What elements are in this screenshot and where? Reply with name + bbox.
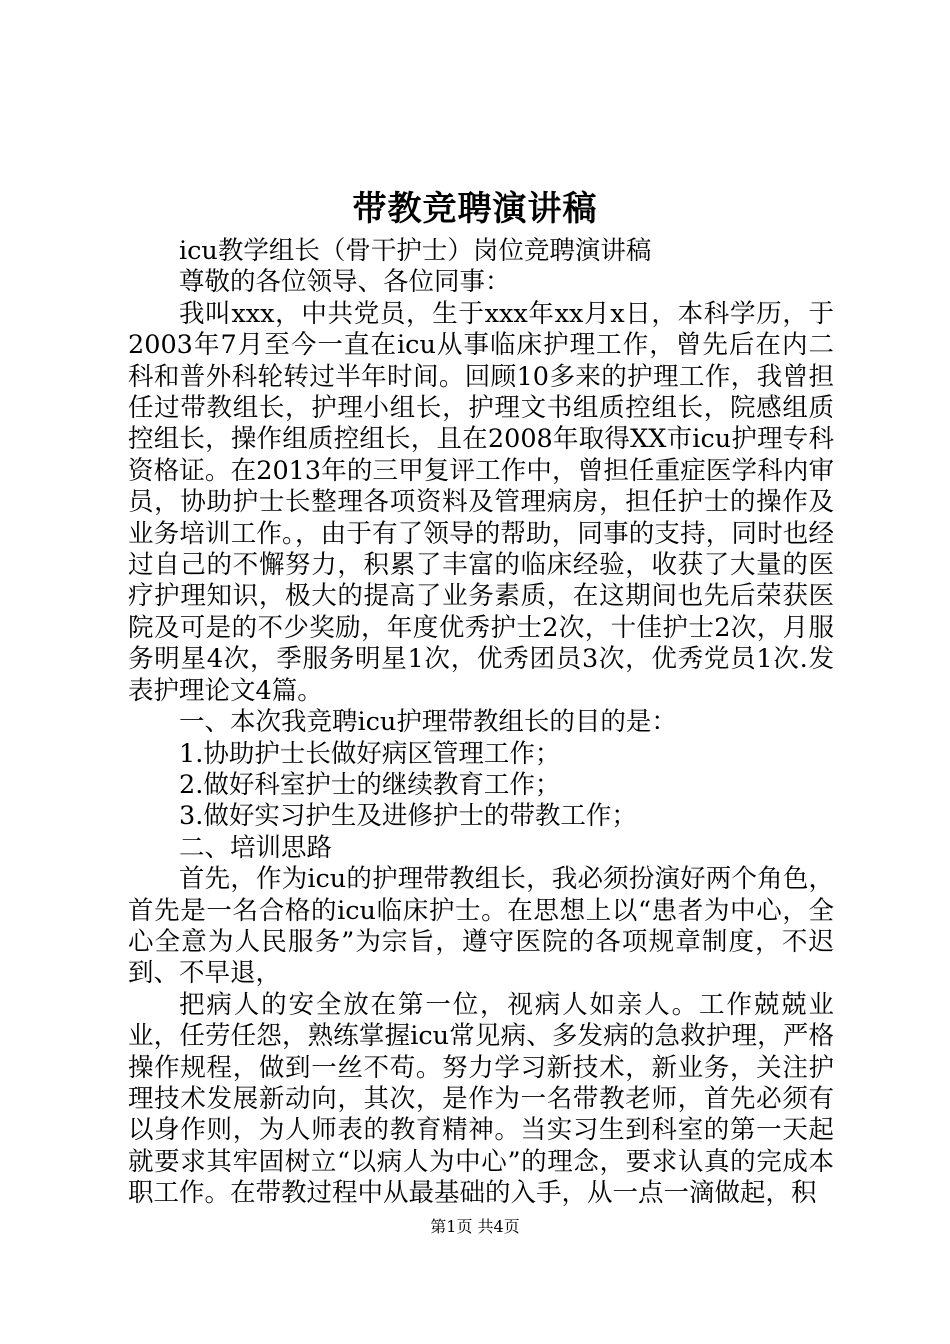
list-item: 3.做好实习护生及进修护士的带教工作；: [179, 801, 637, 832]
salutation-paragraph: 尊敬的各位领导、各位同事：: [179, 267, 511, 298]
list-item: 1.协助护士长做好病区管理工作；: [179, 738, 561, 769]
body-paragraph: 把病人的安全放在第一位，视病人如亲人。工作兢兢业业，任劳任怨，熟练掌握icu常见病、多发病的急救护理，严格操作规程，做到一丝不苟。努力学习新技术，新业务，关注护理技术发展新动向，其次，是作为一名带教老师，首先必须有以身作则，为人师表的教育精神。当实习生到科室的第一天起就要求其牢固树立“以病人为中心”的理念，要求认真的完成本职工作。在带教过程中从最基础的入手，从一点一滴做起，积: [128, 989, 834, 1209]
section-heading-purpose: 一、本次我竞聘icu护理带教组长的目的是：: [179, 707, 677, 738]
page-footer: 第1页 共4页: [430, 1217, 520, 1236]
list-item: 2.做好科室护士的继续教育工作；: [179, 769, 561, 800]
subtitle-paragraph: icu教学组长（骨干护士）岗位竞聘演讲稿: [179, 236, 652, 266]
body-paragraph: 首先，作为icu的护理带教组长，我必须扮演好两个角色，首先是一名合格的icu临床护士。在思想上以“患者为中心，全心全意为人民服务”为宗旨，遵守医院的各项规章制度，不迟到、不早退，: [128, 864, 834, 989]
document-body: [128, 236, 834, 1210]
section-heading-training: 二、培训思路: [179, 832, 333, 863]
intro-paragraph: 我叫xxx，中共党员，生于xxx年xx月x日，本科学历，于2003年7月至今一直在icu从事临床护理工作，曾先后在内二科和普外科轮转过半年时间。回顾10多来的护理工作，我曾担任过带教组长，护理小组长，护理文书组质控组长，院感组质控组长，操作组质控组长，且在2008年取得XX市icu护理专科资格证。在2013年的三甲复评工作中，曾担任重症医学科内审员，协助护士长整理各项资料及管理病房，担任护士的操作及业务培训工作。，由于有了领导的帮助，同事的支持，同时也经过自己的不懈努力，积累了丰富的临床经验，收获了大量的医疗护理知识，极大的提高了业务素质，在这期间也先后荣获医院及可是的不少奖励，年度优秀护士2次，十佳护士2次，月服务明星4次，季服务明星1次，优秀团员3次，优秀党员1次.发表护理论文4篇。: [128, 298, 834, 706]
document-title: 带教竞聘演讲稿: [352, 189, 598, 229]
